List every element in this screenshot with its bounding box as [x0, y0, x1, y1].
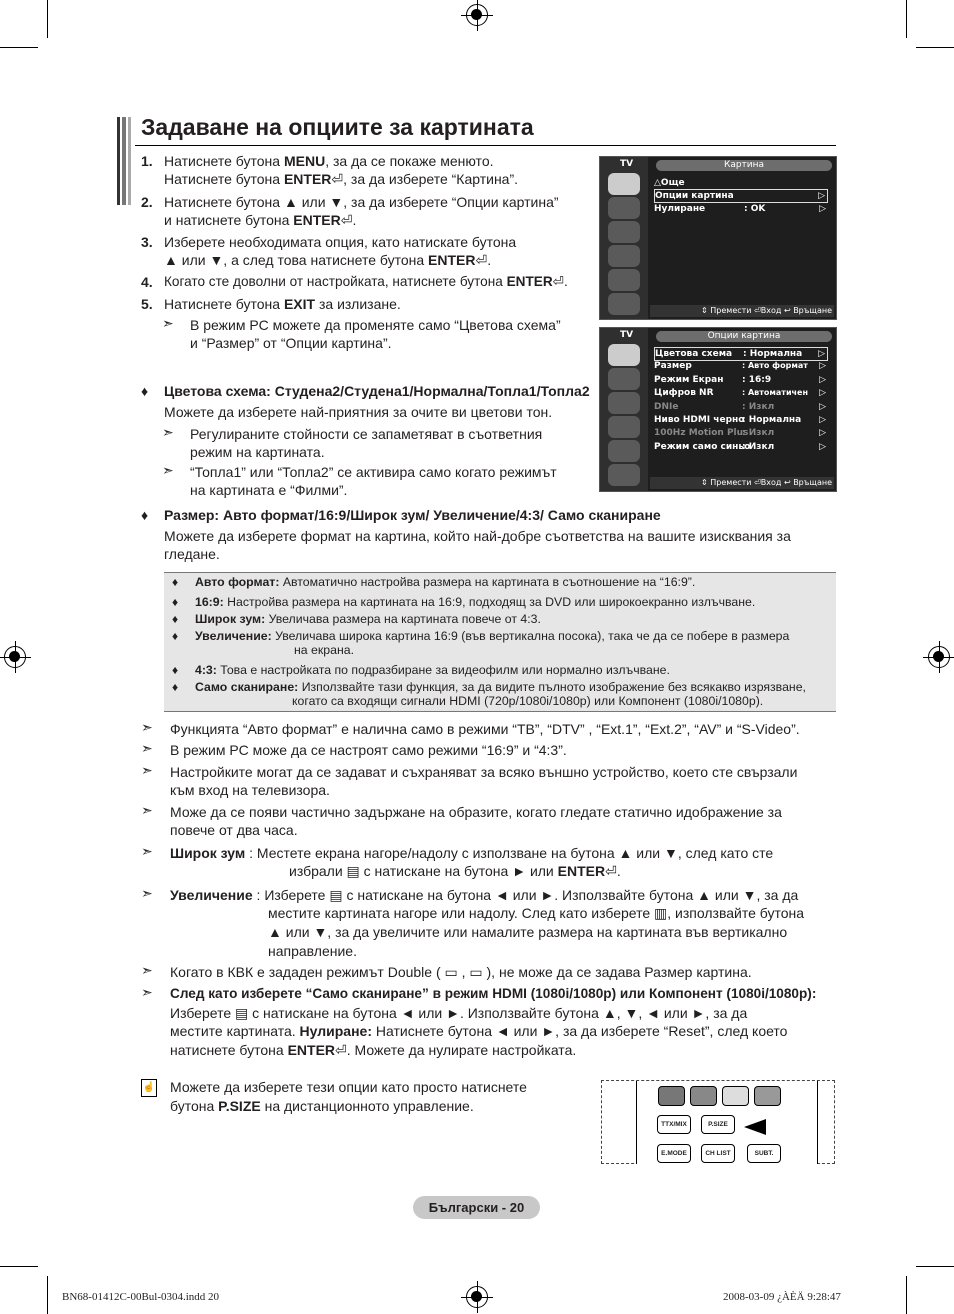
zoom-line3: ▲ или ▼, за да увеличите или намалите размера на картината във вертикално [268, 924, 788, 940]
remote-ttx-button: TTX/MIX [657, 1115, 691, 1134]
remote-chlist-button: CH LIST [701, 1144, 735, 1163]
wide-zoom-line2: избрали ▤ с натискане на бутона ► или ENTER⏎. [289, 863, 621, 879]
note-pc-mode: В режим PC може да се настроят само режими “16:9” и “4:3”. [170, 742, 567, 758]
note-external-line1: Настройките могат да се задават и съхраняват за всяко външно устройство, което сте свързали [170, 764, 798, 780]
bullet: ♦ [172, 680, 179, 694]
picture-icon [608, 344, 640, 366]
input-icon [608, 440, 640, 462]
osd-option-row [654, 387, 828, 399]
size-option-continuation: когато са входящи сигнали HDMI (720p/1080i/1080p) или Компонент (1080i/1080p). [292, 694, 764, 708]
osd-option-row [654, 347, 828, 361]
osd-row-reset: Нулиране : OK ▷ [654, 204, 826, 214]
note-icon: ➣ [141, 802, 153, 818]
size-option [195, 628, 789, 644]
osd-option-label: 100Hz Motion Plus [654, 428, 749, 439]
registration-mark-top [466, 4, 488, 26]
note-icon: ➣ [162, 424, 174, 440]
bullet: ♦ [172, 663, 179, 677]
page-number-label: Български - 20 [413, 1196, 540, 1219]
bullet: ♦ [172, 629, 179, 643]
chevron-right-icon: ▷ [819, 415, 826, 425]
size-heading: Размер: Авто формат/16:9/Широк зум/ Увеличение/4:3/ Само сканиране [164, 507, 661, 523]
remote-color-button-yellow [722, 1086, 749, 1106]
size-option-continuation: на екрана. [294, 643, 354, 657]
bullet: ♦ [172, 575, 179, 589]
channel-icon [608, 221, 640, 243]
zoom-text: : Изберете ▤ с натискане на бутона ◄ или ►. Използвайте бутона ▲ или ▼, за да [252, 887, 799, 903]
osd-tv-label: TV [620, 330, 634, 340]
step-number: 2. [141, 194, 153, 210]
size-option-text: Това е настройката по подразбиране за видеофилм или нормално излъчване. [220, 663, 670, 677]
chevron-right-icon: ▷ [819, 401, 826, 412]
size-desc-line1: Можете да изберете формат на картина, който най-добре съответства на вашите изисквания за [164, 528, 791, 544]
zoom-term: Увеличение [170, 887, 253, 903]
note-retention-line1: Може да се появи частично задържане на образите, когато гледате статично идображение за [170, 804, 782, 820]
osd-footer: ⇕ Премести ⏎Вход ↩ Връщане [650, 305, 834, 317]
size-option-term: Увеличение: [195, 629, 272, 643]
step-number: 3. [141, 234, 153, 250]
osd-option-row [654, 414, 828, 426]
osd-option-value: : Нормална [743, 349, 803, 359]
note-icon: ➣ [141, 740, 153, 756]
color-note1-line1: Регулираните стойности се запаметяват в съответния [190, 426, 543, 442]
bullet: ♦ [172, 612, 179, 626]
osd-row-more: △Още [654, 178, 685, 188]
osd-row-value: OK [750, 204, 766, 214]
note-retention-line2: повече от два часа. [170, 822, 298, 838]
size-option-text: Автоматично настройва размера на картината в съотношение на “16:9”. [282, 575, 696, 589]
registration-mark-right [928, 646, 950, 668]
setup-icon [608, 245, 640, 267]
size-option-text: Увеличава широка картина 16:9 (във вертикална посока), така че да се побере в размера [275, 629, 790, 643]
step-2-line-1: Натиснете бутона ▲ или ▼, за да изберете “Опции картина” [164, 194, 559, 210]
note-icon: ➣ [162, 462, 174, 478]
title-bar-decoration [117, 117, 131, 205]
note-auto-format: Функцията “Авто формат” е налична само в режими “ТВ”, “DTV” , “Ext.1”, “Ext.2”, “AV” и “S-Video”. [170, 721, 800, 737]
chevron-right-icon: ▷ [819, 374, 826, 385]
scan-note-line3: натиснете бутона ENTER⏎. Можете да нулирате настройката. [170, 1042, 577, 1058]
size-option-text: Увеличава размера на картината повече от 4:3. [268, 612, 541, 626]
remote-pointer-arrow [744, 1119, 766, 1135]
color-note2-line2: на картината е “Филми”. [190, 482, 348, 498]
step-2-line-2: и натиснете бутона ENTER⏎. [164, 212, 357, 228]
size-option [195, 662, 670, 678]
zoom-line4: направление. [268, 943, 357, 959]
osd-tv-label: TV [620, 159, 634, 169]
color-note1-line2: режим на картината. [190, 444, 325, 460]
remote-tip-icon: ☝ [141, 1079, 157, 1097]
scan-note-line2: местите картината. Нулиране: Натиснете бутона ◄ или ►, за да изберете “Reset”, след което [170, 1023, 788, 1039]
bullet: ♦ [141, 507, 149, 523]
step-number: 1. [141, 153, 153, 169]
registration-mark-left [4, 646, 26, 668]
osd-option-label: Цифров NR [654, 388, 714, 399]
osd-title: Картина [656, 160, 832, 171]
size-option [195, 574, 695, 590]
osd-row-picture-options: Опции картина ▷ [654, 189, 828, 203]
note-icon: ➣ [162, 315, 174, 331]
osd-option-value: : Автоматичен [742, 388, 808, 398]
note-icon: ➣ [141, 885, 153, 901]
file-footer-left: BN68-01412C-00Bul-0304.indd 20 [62, 1291, 220, 1303]
remote-tip-line1: Можете да изберете тези опции като просто натиснете [170, 1079, 527, 1095]
remote-color-button-red [658, 1086, 685, 1106]
wide-zoom-text: : Местете екрана нагоре/надолу с използване на бутона ▲ или ▼, след като сте [245, 845, 774, 861]
scan-note-line1: Изберете ▤ с натискане на бутона ◄ или ►. Използвайте бутона ▲, ▼, ◄ или ►, за да [170, 1005, 748, 1021]
size-option-text: Използвайте тази функция, за да видите пълното изображение без всякакво изрязване, [301, 680, 806, 694]
osd-footer: ⇕ Премести ⏎Вход ↩ Връщане [650, 477, 834, 489]
remote-emode-button: E.MODE [657, 1144, 691, 1163]
scan-note-heading: След като изберете “Само сканиране” в режим HDMI (1080i/1080p) или Компонент (1080i/1080p): [170, 986, 817, 1001]
color-note2-line1: “Топла1” или “Топла2” се активира само когато режимът [190, 464, 557, 480]
step-number: 4. [141, 274, 153, 290]
remote-illustration [601, 1080, 835, 1164]
size-option-term: 4:3: [195, 663, 217, 677]
application-icon [608, 293, 640, 315]
osd-row-label: Нулиране [654, 204, 706, 214]
picture-icon [608, 173, 640, 195]
osd-option-value: : 16:9 [742, 374, 772, 385]
chevron-right-icon: ▷ [818, 349, 825, 359]
color-scheme-heading: Цветова схема: Студена2/Студена1/Нормална/Топла1/Топла2 [164, 383, 590, 399]
sound-icon [608, 197, 640, 219]
step-5-line-1: Натиснете бутона EXIT за излизане. [164, 296, 401, 312]
page-title: Задаване на опциите за картината [141, 114, 534, 140]
chevron-right-icon: ▷ [819, 361, 826, 372]
note-icon: ➣ [141, 843, 153, 859]
note-icon: ➣ [141, 984, 153, 1000]
osd-option-label: DNIe [654, 401, 679, 412]
osd-picture-menu [599, 156, 837, 320]
chevron-right-icon: ▷ [819, 428, 826, 439]
osd-picture-options-menu [599, 327, 837, 492]
size-option [195, 594, 755, 610]
input-icon [608, 269, 640, 291]
osd-option-label: Режим Екран [654, 374, 724, 385]
bullet: ♦ [141, 383, 149, 399]
osd-option-value: : Изкл [742, 441, 775, 452]
double-mode-note: Когато в КВК е зададен режимът Double ( ▭ , ▭ ), не може да се задава Размер картина. [170, 964, 752, 980]
title-underline [135, 145, 836, 146]
registration-mark-bottom [466, 1286, 488, 1308]
size-desc-line2: гледане. [164, 546, 220, 562]
channel-icon [608, 392, 640, 414]
size-option-text: Настройва размера на картината на 16:9, подходящ за DVD или широкоекранно излъчване. [227, 595, 756, 609]
chevron-right-icon: ▷ [819, 441, 826, 452]
remote-subt-button: SUBT. [747, 1144, 781, 1163]
osd-option-row [654, 427, 828, 439]
osd-option-value: : Изкл [742, 428, 775, 439]
step-1-line-2: Натиснете бутона ENTER⏎, за да изберете “Картина”. [164, 171, 519, 187]
file-footer-right: 2008-03-09 ¿ÀÈÄ 9:28:47 [723, 1291, 841, 1303]
note-icon: ➣ [141, 962, 153, 978]
application-icon [608, 464, 640, 486]
osd-option-value: : Авто формат [742, 361, 808, 371]
setup-icon [608, 416, 640, 438]
step-number: 5. [141, 296, 153, 312]
osd-option-label: Ниво HDMI черно [654, 415, 745, 425]
osd-option-label: Размер [654, 361, 692, 372]
note-icon: ➣ [141, 719, 153, 735]
remote-tip-line2: бутона P.SIZE на дистанционното управление. [170, 1098, 474, 1114]
osd-option-label: Режим само синьо [654, 441, 751, 452]
step-3-line-1: Изберете необходимата опция, като натискате бутона [164, 234, 517, 250]
osd-option-label: Цветова схема [655, 349, 733, 359]
remote-color-button-blue [754, 1086, 781, 1106]
size-option-term: Широк зум: [195, 612, 266, 626]
osd-row-label: Опции картина [655, 191, 734, 201]
wide-zoom-term: Широк зум [170, 845, 246, 861]
note-external-line2: към вход на телевизора. [170, 782, 330, 798]
note-icon: ➣ [141, 762, 153, 778]
zoom-line1 [170, 886, 798, 904]
remote-color-button-green [690, 1086, 717, 1106]
wide-zoom-line1 [170, 844, 773, 862]
remote-psize-button: P.SIZE [701, 1115, 735, 1134]
osd-title: Опции картина [656, 331, 832, 342]
step5-note-line2: и “Размер” от “Опции картина”. [190, 335, 392, 351]
osd-option-row [654, 401, 828, 413]
size-option-term: 16:9: [195, 595, 224, 609]
size-option-term: Авто формат: [195, 575, 280, 589]
zoom-line2: местите картината нагоре или надолу. След като изберете ▥, използвайте бутона [268, 905, 805, 921]
bullet: ♦ [172, 595, 179, 609]
chevron-right-icon: ▷ [819, 388, 826, 399]
osd-option-value: : Нормална [742, 415, 802, 425]
osd-option-row [654, 360, 828, 372]
size-option [195, 611, 541, 627]
step5-note-line1: В режим PC можете да променяте само “Цветова схема” [190, 317, 561, 333]
step-1-line-1: Натиснете бутона MENU, за да се покаже менюто. [164, 153, 494, 169]
osd-option-row [654, 441, 828, 453]
step-3-line-2: ▲ или ▼, а след това натиснете бутона ENTER⏎. [164, 252, 492, 268]
size-option-term: Само сканиране: [195, 680, 299, 694]
osd-option-row [654, 374, 828, 386]
osd-option-value: : Изкл [742, 401, 775, 412]
step-4-line-1: Когато сте доволни от настройката, натиснете бутона ENTER⏎. [164, 274, 568, 289]
color-scheme-desc: Можете да изберете най-приятния за очите ви цветови тон. [164, 404, 553, 420]
sound-icon [608, 368, 640, 390]
